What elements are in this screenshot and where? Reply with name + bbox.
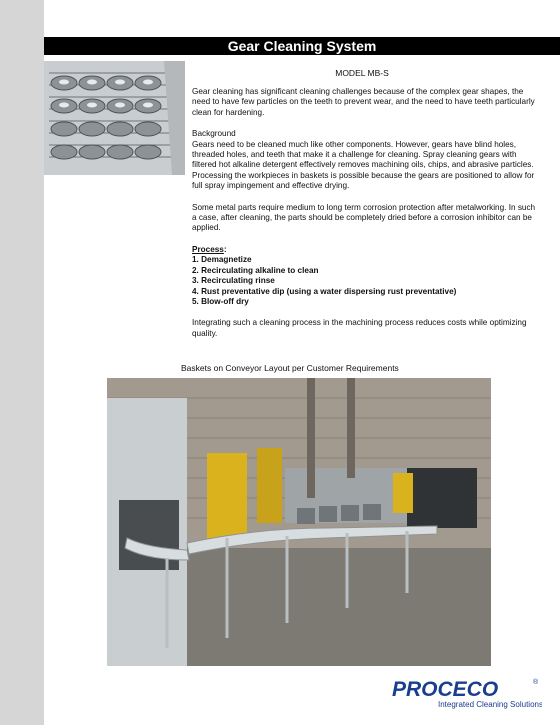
gear-basket-photo — [44, 61, 185, 175]
logo-tagline: Integrated Cleaning Solutions — [438, 700, 542, 709]
process-step: 2. Recirculating alkaline to clean — [192, 265, 319, 275]
process-colon: : — [223, 244, 227, 254]
process-title: Process — [192, 244, 224, 254]
proceco-logo — [392, 674, 542, 714]
intro-paragraph: Gear cleaning has significant cleaning challenges because of the complex gear shapes, the need to have few particles on the teeth to prevent wear, and the need to have teeth particularly clean for hardening. — [192, 87, 535, 117]
model-label: MODEL MB-S — [335, 68, 389, 78]
photo-caption: Baskets on Conveyor Layout per Customer Requirements — [181, 363, 399, 373]
page-title: Gear Cleaning System — [44, 37, 560, 55]
logo-registered-mark: ® — [533, 679, 539, 686]
process-step: 1. Demagnetize — [192, 255, 252, 265]
corrosion-paragraph: Some metal parts require medium to long term corrosion protection after metalworking. In such a case, after cleaning, the parts should be completely dried before a corrosion inhibitor can be applied. — [192, 202, 536, 233]
background-text: Gears need to be cleaned much like other components. However, gears have blind holes, threaded holes, and teeth that make it a challenge for cleaning. Spray cleaning gears with filtered hot alkaline detergent effectively removes machining oils, chips, and abrasive particles. Processing the workpieces in baskets is possible because the gears are positioned to allow for full spray impingement and effective drying. — [192, 139, 535, 191]
process-step: 5. Blow-off dry — [192, 296, 249, 306]
closing-paragraph: Integrating such a cleaning process in the machining process reduces costs while optimizing quality. — [192, 318, 527, 338]
process-step: 4. Rust preventative dip (using a water dispersing rust preventative) — [192, 286, 457, 296]
process-steps — [192, 255, 537, 307]
process-step: 3. Recirculating rinse — [192, 276, 275, 286]
process-heading — [192, 245, 537, 255]
description — [192, 87, 537, 350]
side-strip — [0, 0, 44, 725]
logo-wordmark: PROCECO — [392, 678, 499, 701]
background-paragraph — [192, 129, 537, 191]
background-heading: Background — [192, 129, 236, 139]
conveyor-photo — [107, 378, 491, 666]
